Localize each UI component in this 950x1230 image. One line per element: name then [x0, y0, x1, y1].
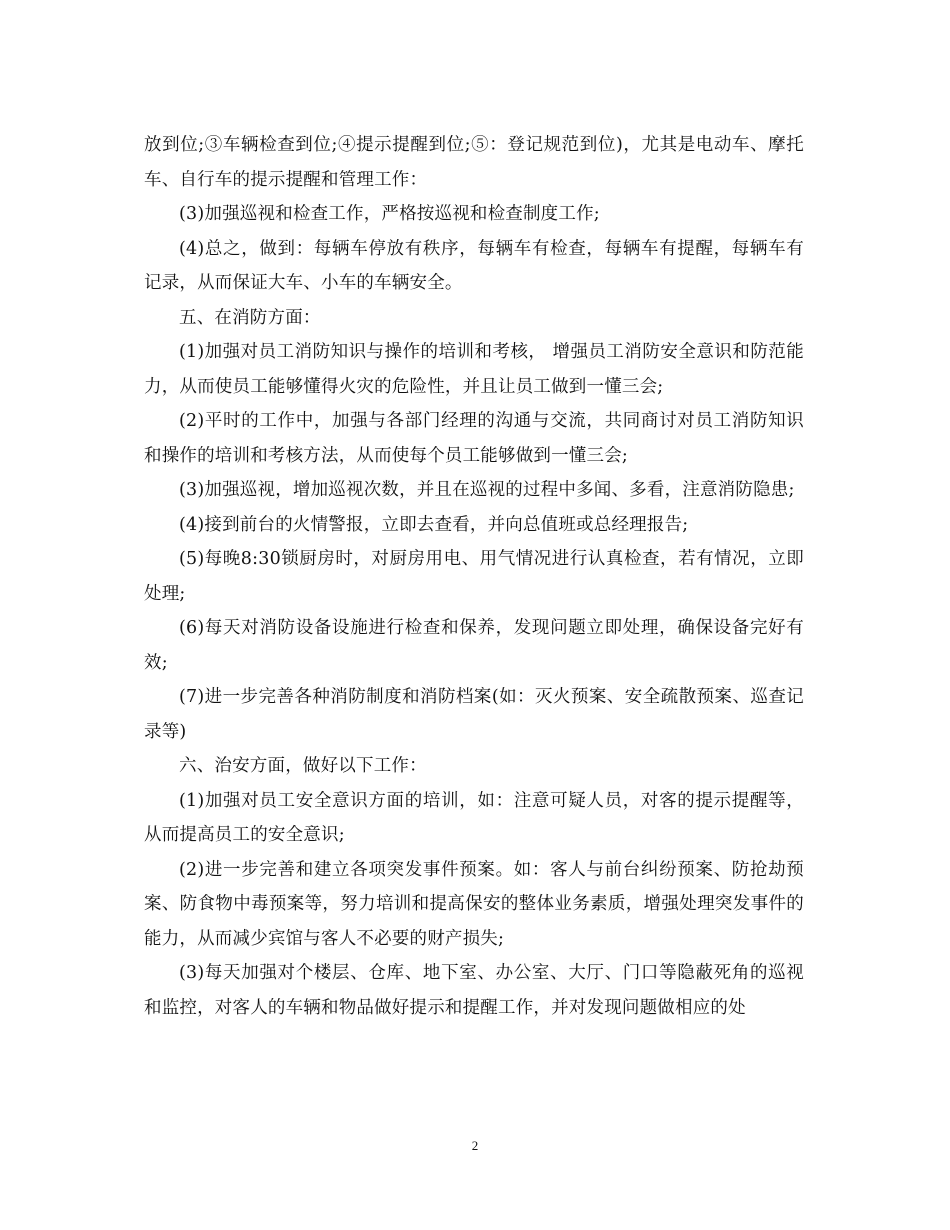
paragraph-15: (3)每天加强对个楼层、仓库、地下室、办公室、大厅、门口等隐蔽死角的巡视和监控，对客人的车辆和物品做好提示和提醒工作，并对发现问题做相应的处 — [144, 963, 804, 1018]
paragraph-10: (6)每天对消防设备设施进行检查和保养，发现问题立即处理，确保设备完好有效; — [144, 618, 804, 673]
paragraph-11: (7)进一步完善各种消防制度和消防档案(如：灭火预案、安全疏散预案、巡查记录等) — [144, 687, 804, 742]
paragraph-1: 放到位;③车辆检查到位;④提示提醒到位;⑤：登记规范到位)，尤其是电动车、摩托车、自行车的提示提醒和管理工作： — [144, 135, 804, 190]
paragraph-5: (1)加强对员工消防知识与操作的培训和考核， 增强员工消防安全意识和防范能力，从而使员工能够懂得火灾的危险性，并且让员工做到一懂三会; — [144, 342, 804, 397]
paragraph-14: (2)进一步完善和建立各项突发事件预案。如：客人与前台纠纷预案、防抢劫预案、防食物中毒预案等，努力培训和提高保安的整体业务素质，增强处理突发事件的能力，从而减少宾馆与客人不必要的财产损失; — [144, 859, 804, 949]
document-body — [144, 128, 804, 1025]
paragraph-9: (5)每晚8:30锁厨房时，对厨房用电、用气情况进行认真检查，若有情况，立即处理; — [144, 549, 804, 604]
page-number: 2 — [471, 1138, 479, 1153]
paragraph-6: (2)平时的工作中，加强与各部门经理的沟通与交流，共同商讨对员工消防知识和操作的培训和考核方法，从而使每个员工能够做到一懂三会; — [144, 411, 804, 466]
paragraph-3: (4)总之，做到：每辆车停放有秩序，每辆车有检查，每辆车有提醒，每辆车有记录，从而保证大车、小车的车辆安全。 — [144, 238, 804, 293]
section-heading-public-security: 六、治安方面，做好以下工作： — [179, 756, 427, 776]
section-heading-fire-safety: 五、在消防方面： — [179, 307, 321, 328]
paragraph-2: (3)加强巡视和检查工作，严格按巡视和检查制度工作; — [179, 204, 600, 224]
paragraph-13: (1)加强对员工安全意识方面的培训，如：注意可疑人员，对客的提示提醒等，从而提高员工的安全意识; — [144, 790, 804, 845]
paragraph-8: (4)接到前台的火情警报，立即去查看，并向总值班或总经理报告; — [179, 514, 689, 535]
paragraph-7: (3)加强巡视，增加巡视次数，并且在巡视的过程中多闻、多看，注意消防隐患; — [179, 480, 795, 500]
